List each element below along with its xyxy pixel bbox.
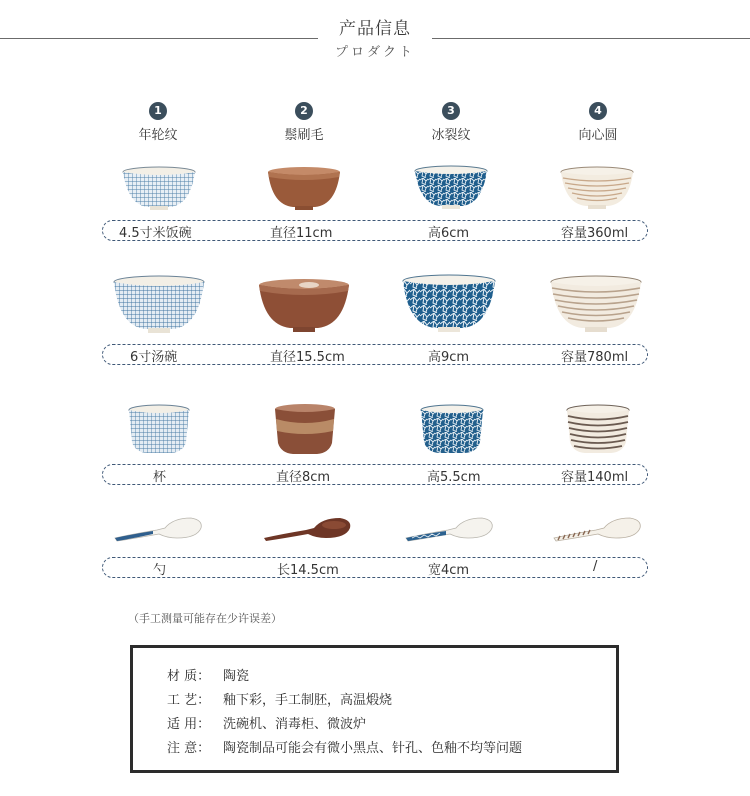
- cup-brush-image: [273, 403, 337, 457]
- product-info-box: [130, 645, 619, 773]
- rice-bowl-brush-image: [266, 165, 342, 213]
- spec-capacity: 容量140ml: [561, 470, 629, 485]
- spoon-annual-ring-image: [113, 514, 205, 544]
- cup-annual-ring-image: [127, 404, 191, 456]
- style-number-badge: 4: [589, 102, 607, 120]
- soup-bowl-concentric-image: [548, 275, 644, 335]
- info-label: 工 艺：: [167, 693, 211, 708]
- spoon-brush-image: [262, 514, 354, 544]
- row-label: 勺: [153, 563, 167, 578]
- info-value: 釉下彩，手工制胚，高温煅烧: [223, 693, 393, 708]
- spoon-ice-crack-image: [404, 514, 496, 544]
- style-name: 鬃刷毛: [284, 128, 324, 143]
- spec-diameter: 直径11cm: [270, 226, 333, 241]
- page-subtitle: プロダクト: [334, 45, 415, 60]
- rice-bowl-concentric-image: [559, 166, 635, 212]
- info-value: 陶瓷: [223, 669, 250, 684]
- spec-width: 宽4cm: [428, 563, 470, 578]
- cup-concentric-image: [565, 404, 631, 456]
- style-name: 冰裂纹: [431, 128, 471, 143]
- soup-bowl-ice-crack-image: [400, 273, 498, 335]
- style-number-badge: 3: [442, 102, 460, 120]
- spec-height: 高9cm: [428, 350, 470, 365]
- info-row-material: [167, 665, 249, 684]
- info-value: 洗碗机、消毒柜、微波炉: [223, 717, 367, 732]
- rice-bowl-ice-crack-image: [412, 164, 490, 212]
- row-label: 6寸汤碗: [130, 350, 178, 365]
- soup-bowl-brush-image: [257, 277, 351, 335]
- spec-diameter: 直径15.5cm: [270, 350, 345, 365]
- info-label: 注 意：: [167, 741, 211, 756]
- style-name: 向心圆: [578, 128, 618, 143]
- rice-bowl-annual-ring-image: [120, 165, 198, 213]
- style-number-badge: 1: [149, 102, 167, 120]
- spec-capacity: /: [593, 559, 598, 574]
- style-number-badge: 2: [295, 102, 313, 120]
- measurement-note: （手工测量可能存在少许误差）: [128, 612, 282, 625]
- info-row-process: [167, 689, 392, 708]
- soup-bowl-annual-ring-image: [111, 274, 207, 336]
- spec-capacity: 容量780ml: [561, 350, 629, 365]
- info-row-usage: [167, 713, 366, 732]
- spec-height: 高5.5cm: [427, 470, 481, 485]
- info-row-caution: [167, 737, 522, 756]
- cup-ice-crack-image: [419, 404, 485, 456]
- info-label: 材 质：: [167, 669, 211, 684]
- spec-height: 高6cm: [428, 226, 470, 241]
- info-label: 适 用：: [167, 717, 211, 732]
- page-title: 产品信息: [339, 19, 411, 39]
- style-name: 年轮纹: [138, 128, 178, 143]
- row-label: 4.5寸米饭碗: [119, 226, 192, 241]
- spec-capacity: 容量360ml: [561, 226, 629, 241]
- spec-diameter: 直径8cm: [276, 470, 331, 485]
- spec-row-spoon: [102, 557, 648, 578]
- row-label: 杯: [153, 470, 167, 485]
- info-value: 陶瓷制品可能会有微小黑点、针孔、色釉不均等问题: [223, 741, 523, 756]
- spoon-concentric-image: [552, 514, 644, 544]
- spec-length: 长14.5cm: [277, 563, 339, 578]
